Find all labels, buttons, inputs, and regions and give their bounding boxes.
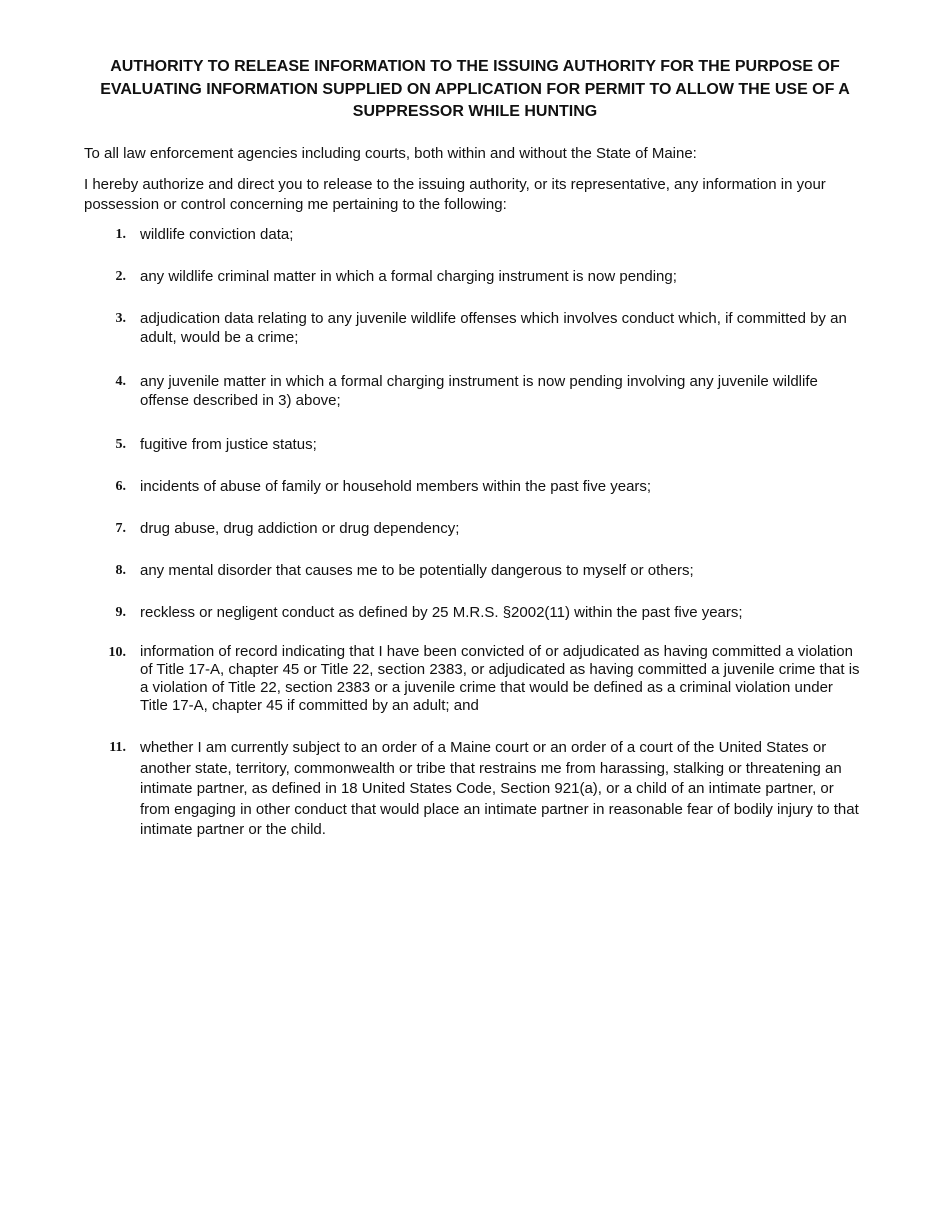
item-text: information of record indicating that I have been convicted of or adjudicated as having committed a violation of Title 17-A, chapter 45 or Title 22, section 2383, or adjudicated as having committed a juvenile crime that is a violation of Title 22, section 2383 or a juvenile crime that would be defined as a criminal violation under Title 17-A, chapter 45 if committed by an adult; and xyxy=(140,643,860,714)
item-number: 8. xyxy=(115,563,126,578)
salutation-text: To all law enforcement agencies including courts, both within and without the State of Maine: xyxy=(84,145,697,162)
item-number: 2. xyxy=(115,269,126,284)
list-item-11 xyxy=(100,738,860,841)
item-number: 3. xyxy=(115,311,126,326)
list-item-10 xyxy=(100,643,860,715)
list-item-9 xyxy=(100,603,860,622)
item-text: incidents of abuse of family or household members within the past five years; xyxy=(140,478,652,495)
list-item-7 xyxy=(100,519,860,538)
item-number: 7. xyxy=(115,521,126,536)
list-item-8 xyxy=(100,561,860,580)
item-number: 5. xyxy=(115,437,126,452)
item-text: whether I am currently subject to an order of a Maine court or an order of a court of the United States or another state, territory, commonwealth or tribe that restrains me from harassing, stalking or threatening an intimate partner, as defined in 18 United States Code, Section 921(a), or a child of an intimate partner, or from engaging in other conduct that would place an intimate partner in reasonable fear of bodily injury to that intimate partner or the child. xyxy=(140,739,859,838)
item-text: reckless or negligent conduct as defined by 25 M.R.S. §2002(11) within the past five years; xyxy=(140,604,743,621)
list-item-3 xyxy=(100,309,860,347)
item-text: any juvenile matter in which a formal charging instrument is now pending involving any juvenile wildlife offense described in 3) above; xyxy=(140,373,818,409)
item-number: 9. xyxy=(115,605,126,620)
list-item-4 xyxy=(100,372,860,410)
item-text: drug abuse, drug addiction or drug dependency; xyxy=(140,520,460,537)
list-item-1 xyxy=(100,225,860,244)
document-title: AUTHORITY TO RELEASE INFORMATION TO THE ISSUING AUTHORITY FOR THE PURPOSE OF EVALUATING INFORMATION SUPPLIED ON APPLICATION FOR PERMIT TO ALLOW THE USE OF A SUPPRESSOR WHILE HUNTING xyxy=(100,58,850,120)
item-number: 4. xyxy=(115,374,126,389)
item-number: 1. xyxy=(115,227,126,242)
item-number: 11. xyxy=(109,740,126,755)
item-number: 6. xyxy=(115,479,126,494)
authorization-text: I hereby authorize and direct you to release to the issuing authority, or its representative, any information in your possession or control concerning me pertaining to the following: xyxy=(84,176,826,213)
list-item-2 xyxy=(100,267,860,286)
list-item-6 xyxy=(100,477,860,496)
item-text: wildlife conviction data; xyxy=(140,226,294,243)
list-item-5 xyxy=(100,435,860,454)
item-text: fugitive from justice status; xyxy=(140,436,317,453)
item-text: any wildlife criminal matter in which a formal charging instrument is now pending; xyxy=(140,268,677,285)
item-number: 10. xyxy=(108,645,126,660)
item-text: adjudication data relating to any juvenile wildlife offenses which involves conduct which, if committed by an adult, would be a crime; xyxy=(140,310,847,346)
item-text: any mental disorder that causes me to be potentially dangerous to myself or others; xyxy=(140,562,694,579)
